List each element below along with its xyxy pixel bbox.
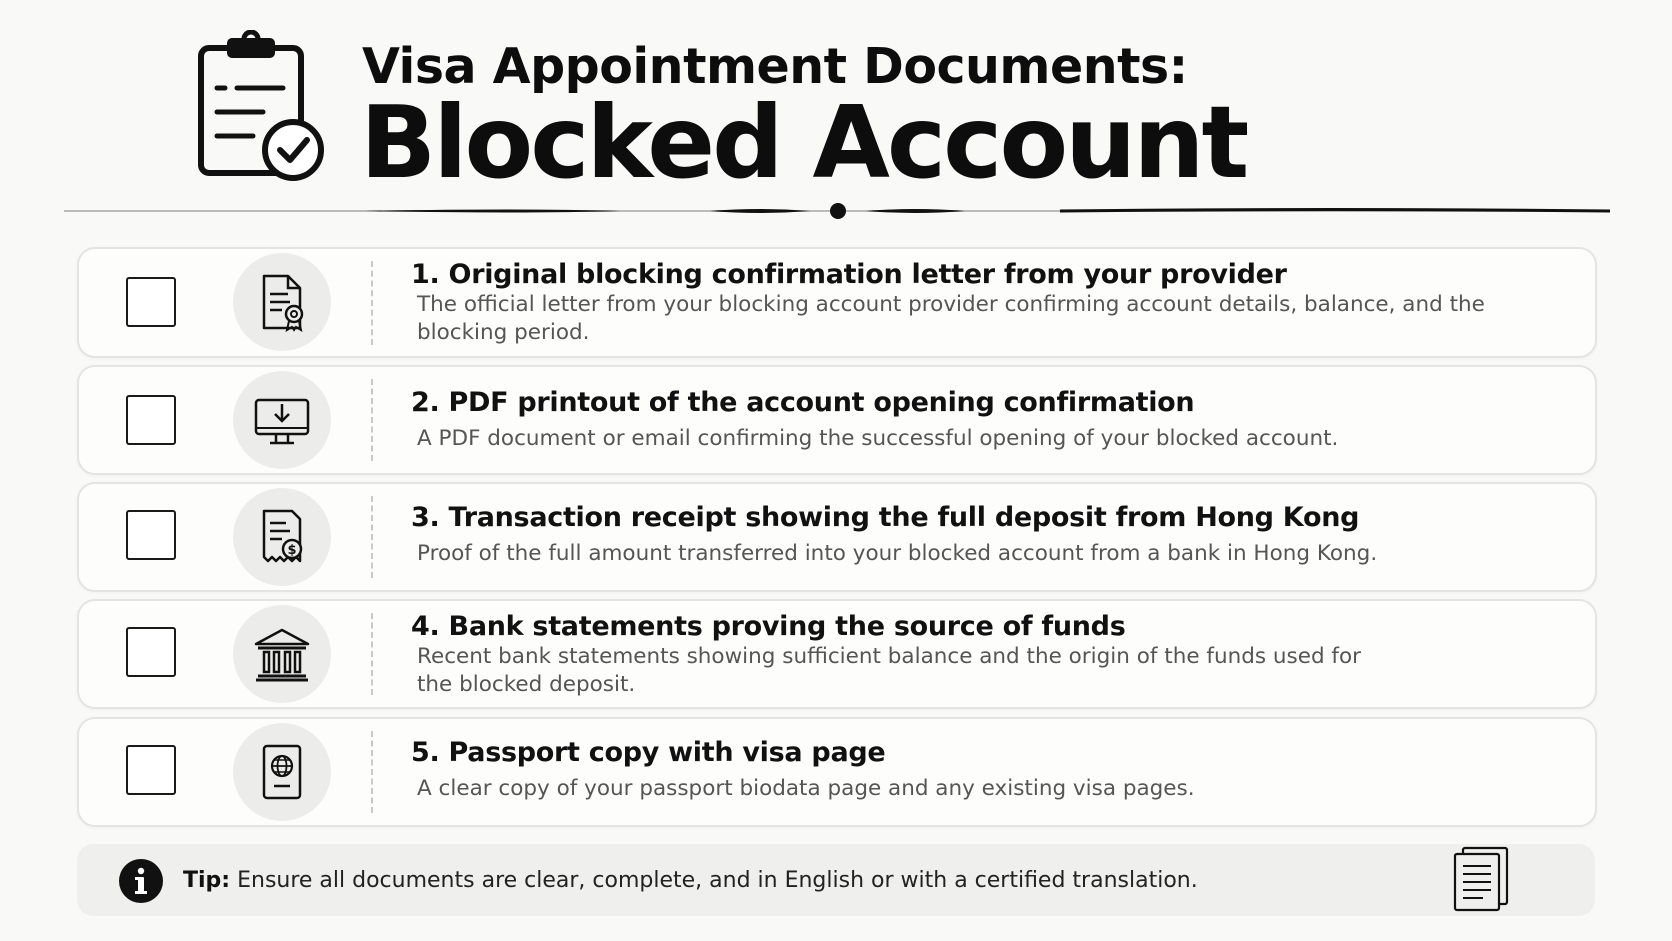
document-stack-icon	[1447, 844, 1517, 914]
tip-text-container	[183, 868, 1198, 893]
checkbox-item-1[interactable]	[126, 277, 176, 327]
icon-circle-item-2	[233, 371, 331, 469]
item-divider	[371, 731, 373, 813]
item-title: 5. Passport copy with visa page	[411, 737, 886, 768]
item-description: The official letter from your blocking account provider confirming account details, balance, and the blocking period.	[417, 292, 1485, 345]
receipt-dollar-icon	[252, 507, 312, 567]
item-divider	[371, 496, 373, 578]
item-description: Recent bank statements showing sufficient balance and the origin of the funds used for the blocked deposit.	[417, 644, 1361, 697]
item-description: A clear copy of your passport biodata page and any existing visa pages.	[417, 776, 1195, 801]
certificate-document-icon	[252, 272, 312, 332]
item-title: 1. Original blocking confirmation letter from your provider	[411, 259, 1287, 290]
checkbox-item-3[interactable]	[126, 510, 176, 560]
item-title: 2. PDF printout of the account opening confirmation	[411, 387, 1195, 418]
info-icon	[119, 859, 163, 903]
tip-label: Tip:	[183, 868, 231, 893]
monitor-download-icon	[252, 390, 312, 450]
clipboard-check-icon	[195, 30, 331, 185]
checklist-item-3	[77, 482, 1597, 592]
checklist-item-1	[77, 247, 1597, 358]
checklist-item-5	[77, 717, 1597, 827]
checkbox-item-5[interactable]	[126, 745, 176, 795]
item-divider	[371, 379, 373, 461]
svg-text:$: $	[287, 543, 297, 558]
item-divider	[371, 613, 373, 695]
checklist-item-4	[77, 599, 1597, 709]
bank-icon	[252, 624, 312, 684]
tip-bar	[77, 844, 1595, 916]
icon-circle-item-5	[233, 723, 331, 821]
item-title: 4. Bank statements proving the source of funds	[411, 611, 1126, 642]
checkbox-item-4[interactable]	[126, 627, 176, 677]
passport-icon	[252, 742, 312, 802]
item-divider	[371, 261, 373, 345]
item-title: 3. Transaction receipt showing the full deposit from Hong Kong	[411, 502, 1360, 533]
icon-circle-item-3	[233, 488, 331, 586]
header-divider	[0, 195, 1672, 225]
tip-text: Ensure all documents are clear, complete, and in English or with a certified translation.	[237, 868, 1198, 893]
icon-circle-item-4	[233, 605, 331, 703]
header	[0, 0, 1672, 225]
page-subtitle: Visa Appointment Documents:	[362, 38, 1188, 95]
icon-circle-item-1	[233, 253, 331, 351]
item-description: Proof of the full amount transferred into your blocked account from a bank in Hong Kong.	[417, 541, 1378, 566]
checkbox-item-2[interactable]	[126, 395, 176, 445]
checklist-item-2	[77, 365, 1597, 475]
item-description: A PDF document or email confirming the successful opening of your blocked account.	[417, 426, 1339, 451]
page-title: Blocked Account	[360, 84, 1247, 201]
